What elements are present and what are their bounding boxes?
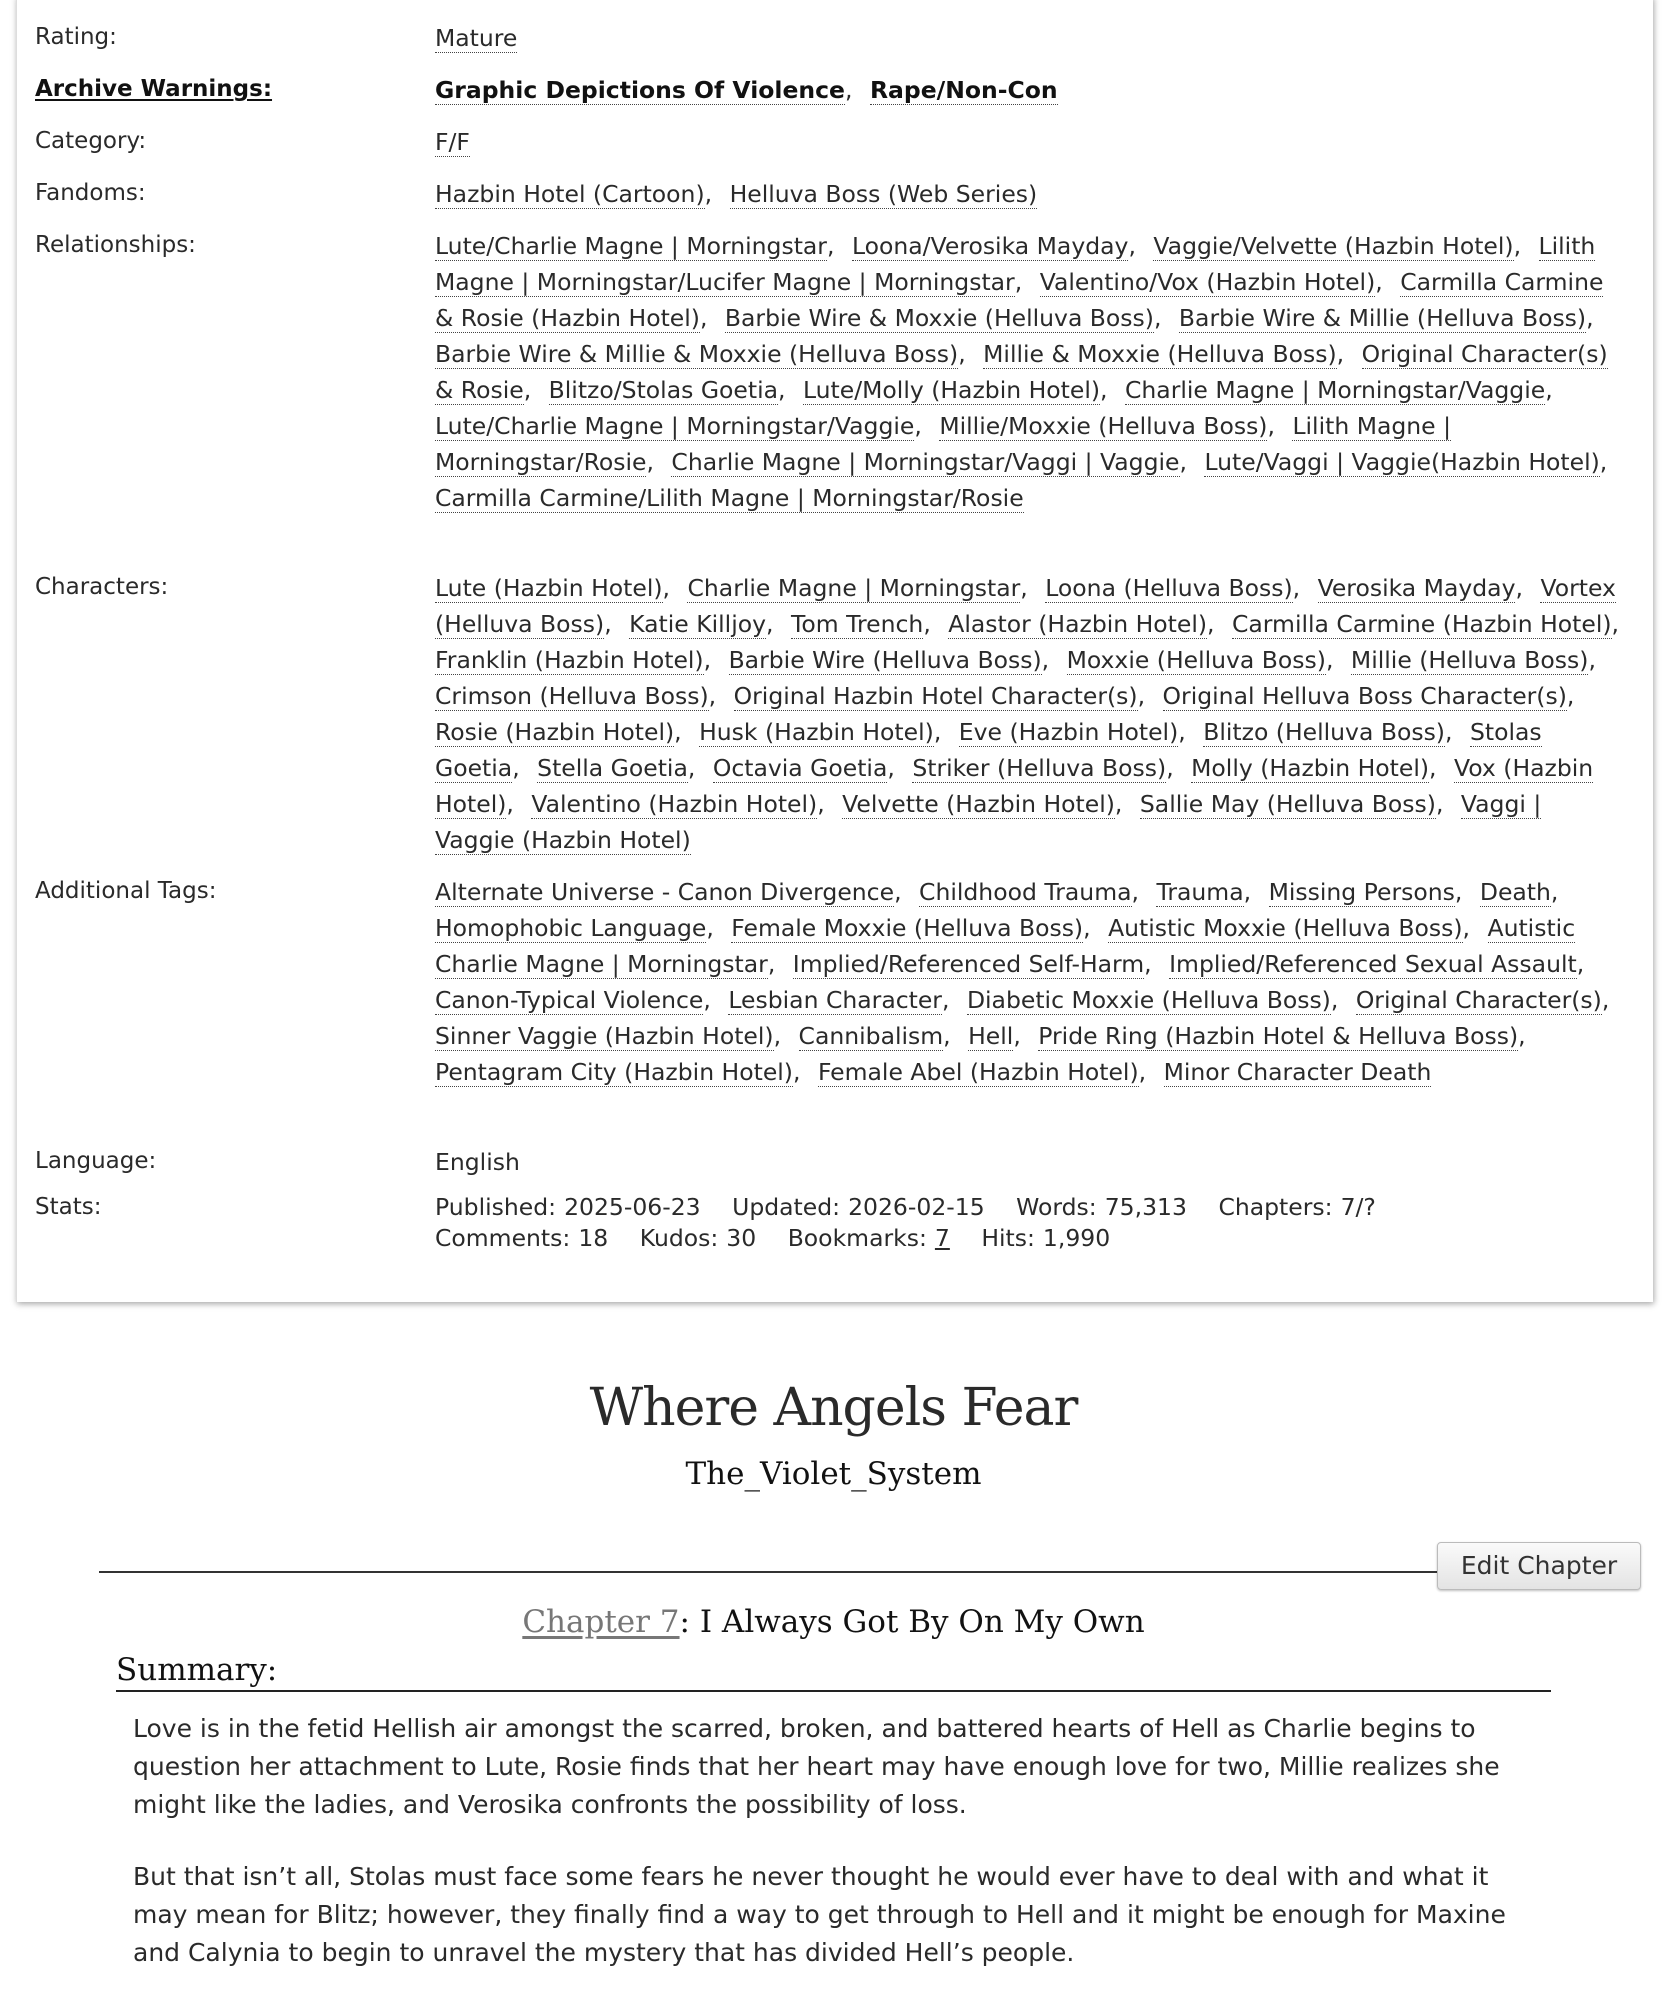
tag-link[interactable]: Implied/Referenced Self-Harm [792,950,1145,978]
category-label: Category: [35,128,147,154]
tag-link[interactable]: Eve (Hazbin Hotel) [958,718,1179,746]
tag-separator: , [1518,1022,1526,1050]
tag-link[interactable]: Lilith Magne | Morningstar/Lucifer Magne | Morningstar [435,232,1596,296]
tag-separator: , [646,448,662,476]
tag-link[interactable]: Pride Ring (Hazbin Hotel & Helluva Boss) [1038,1022,1519,1050]
published-value: 2025-06-23 [564,1193,701,1221]
author-link[interactable]: The_Violet_System [685,1456,982,1492]
tag-link[interactable]: Lute/Vaggi | Vaggie(Hazbin Hotel) [1204,448,1600,476]
tag-link[interactable]: Original Character(s) [1355,986,1602,1014]
hits-value: 1,990 [1042,1224,1111,1252]
tag-separator: , [1179,448,1195,476]
tag-link[interactable]: Trauma [1156,878,1244,906]
tag-link[interactable]: Minor Character Death [1163,1058,1432,1086]
warnings-tags [435,72,1625,108]
tag-separator: , [923,610,939,638]
chapter-link[interactable]: Chapter 7 [522,1604,680,1640]
tag-separator: , [1611,610,1619,638]
freeforms-tags [435,874,1625,1090]
tag-link[interactable]: Millie (Helluva Boss) [1350,646,1589,674]
relationships-tags [435,228,1625,516]
tag-link[interactable]: Diabetic Moxxie (Helluva Boss) [966,986,1331,1014]
tag-separator: , [703,646,719,674]
stats-values [435,1192,1400,1254]
kudos-value: 30 [726,1224,757,1252]
edit-chapter-button[interactable]: Edit Chapter [1437,1542,1641,1590]
tag-link[interactable]: Homophobic Language [435,914,707,942]
characters-tags [435,570,1625,858]
words-label: Words: [1016,1193,1097,1221]
tag-link[interactable]: F/F [435,128,470,156]
hits-label: Hits: [981,1224,1035,1252]
tag-separator: , [523,376,539,404]
tag-link[interactable]: Molly (Hazbin Hotel) [1191,754,1430,782]
tag-link[interactable]: Charlie Magne | Morningstar [687,574,1021,602]
tag-separator: , [1041,646,1057,674]
chapter-divider [99,1571,1439,1573]
tag-separator: , [706,914,722,942]
tag-link[interactable]: Stella Goetia [537,754,688,782]
tag-separator: , [604,610,620,638]
tag-separator: , [1601,986,1610,1014]
tag-link[interactable]: Valentino/Vox (Hazbin Hotel) [1039,268,1376,296]
comments-label: Comments: [435,1224,571,1252]
tag-separator: , [674,718,690,746]
tag-separator: , [817,790,833,818]
tag-link[interactable]: Loona/Verosika Mayday [851,232,1129,260]
tag-separator: , [1545,376,1553,404]
tag-separator: , [826,232,842,260]
tag-separator: , [1515,574,1531,602]
tag-separator: , [773,1022,789,1050]
freeforms-label: Additional Tags: [35,878,217,904]
tag-link[interactable]: Pentagram City (Hazbin Hotel) [435,1058,793,1086]
tag-link[interactable]: Death [1479,878,1551,906]
tag-separator: , [1454,878,1470,906]
tag-separator: , [845,76,860,104]
updated-value: 2026-02-15 [848,1193,985,1221]
tag-link[interactable]: Autistic Charlie Magne | Morningstar [435,914,1576,978]
tag-separator: , [687,754,703,782]
tag-separator: , [1207,610,1222,638]
tag-separator: , [1114,790,1130,818]
language-value: English [435,1148,520,1176]
tag-link[interactable]: Millie & Moxxie (Helluva Boss) [983,340,1337,368]
tag-separator: , [704,180,720,208]
language-label: Language: [35,1148,157,1174]
summary-paragraph: But that isn’t all, Stolas must face some fears he never thought he would ever have to deal with and what it may mean for Blitz; however, they finally find a way to get through to Hell and it might be enough for Maxine and Calynia to begin to unravel the mystery that has divided Hell’s people. [133,1862,1506,1967]
tag-link[interactable]: Original Character(s) & Rosie [435,340,1608,404]
tag-separator: , [1444,718,1460,746]
tag-link[interactable]: Alternate Universe - Canon Divergence [435,878,895,906]
stats-line-2 [435,1223,1400,1254]
tag-separator: , [506,790,522,818]
tag-separator: , [1013,1022,1029,1050]
tag-separator: , [1138,1058,1154,1086]
tag-link[interactable]: Charlie Magne | Morningstar/Vaggi | Vaggie [671,448,1180,476]
tag-separator: , [958,340,974,368]
tag-link[interactable]: Blitzo (Helluva Boss) [1203,718,1445,746]
tag-link[interactable]: Lilith Magne | Morningstar/Rosie [435,412,1452,476]
tag-separator: , [1014,268,1030,296]
tag-link[interactable]: Valentino (Hazbin Hotel) [531,790,818,818]
summary-paragraph: Love is in the fetid Hellish air amongst the scarred, broken, and battered hearts of Hell as Charlie begins to question her attachment to Lute, Rosie finds that her heart may have enough love for two, Millie realizes she might like the ladies, and Verosika confronts the possibility of loss. [133,1714,1500,1819]
bookmarks-link[interactable]: 7 [934,1224,950,1252]
tag-separator: , [1100,376,1115,404]
words-value: 75,313 [1104,1193,1187,1221]
tag-separator: , [1566,682,1575,710]
chapters-value: 7/? [1340,1193,1376,1221]
tag-separator: , [1429,754,1444,782]
tag-separator: , [1599,448,1608,476]
chapter-title [0,1604,1667,1640]
tag-separator: , [1131,878,1147,906]
tag-separator: , [1513,232,1529,260]
tag-separator: , [1576,950,1585,978]
tag-link[interactable]: Alastor (Hazbin Hotel) [948,610,1208,638]
tag-link[interactable]: Original Hazbin Hotel Character(s) [733,682,1138,710]
tag-link[interactable]: Blitzo/Stolas Goetia [548,376,779,404]
tag-separator: , [1020,574,1036,602]
tag-link[interactable]: Graphic Depictions Of Violence [435,76,845,104]
tag-link[interactable]: Crimson (Helluva Boss) [435,682,709,710]
tag-separator: , [1586,304,1594,332]
tag-separator: , [708,682,724,710]
tag-link[interactable]: Autistic Moxxie (Helluva Boss) [1108,914,1463,942]
chapter-title-text: : I Always Got By On My Own [679,1604,1145,1640]
tag-link[interactable]: Rape/Non-Con [869,76,1058,104]
characters-label: Characters: [35,574,169,600]
tag-link[interactable]: Sallie May (Helluva Boss) [1139,790,1436,818]
updated-label: Updated: [732,1193,841,1221]
tag-separator: , [1178,718,1194,746]
tag-link[interactable]: Charlie Magne | Morningstar/Vaggie [1124,376,1546,404]
warnings-label[interactable]: Archive Warnings: [35,76,273,102]
tag-link[interactable]: Vox (Hazbin Hotel) [435,754,1594,818]
tag-link[interactable]: Barbie Wire (Helluva Boss) [728,646,1042,674]
summary-heading: Summary: [116,1652,1551,1692]
relationships-label: Relationships: [35,232,196,258]
tag-separator: , [1325,646,1341,674]
tag-separator: , [1462,914,1478,942]
summary-body [133,1710,1533,2006]
tag-separator: , [778,376,793,404]
tag-separator: , [512,754,528,782]
tag-separator: , [887,754,903,782]
tag-link[interactable]: Barbie Wire & Millie & Moxxie (Helluva Boss) [435,340,959,368]
chapters-label: Chapters: [1218,1193,1333,1221]
tag-link[interactable]: Lesbian Character [728,986,942,1014]
tag-separator: , [1166,754,1182,782]
tag-separator: , [1375,268,1391,296]
tag-link[interactable]: Tom Trench [790,610,924,638]
tag-link[interactable]: Striker (Helluva Boss) [912,754,1167,782]
tag-link[interactable]: Female Abel (Hazbin Hotel) [817,1058,1139,1086]
kudos-label: Kudos: [639,1224,719,1252]
tag-separator: , [1588,646,1596,674]
work-title: Where Angels Fear [589,1378,1078,1438]
fandoms-tags [435,176,1625,212]
tag-link[interactable]: Cannibalism [798,1022,944,1050]
tag-link[interactable]: Vortex (Helluva Boss) [435,574,1616,638]
tag-separator: , [941,986,957,1014]
rating-label: Rating: [35,24,117,50]
tag-link[interactable]: Loona (Helluva Boss) [1045,574,1293,602]
tag-link[interactable]: Carmilla Carmine & Rosie (Hazbin Hotel) [435,268,1604,332]
tag-link[interactable]: Hell [968,1022,1014,1050]
tag-link[interactable]: Velvette (Hazbin Hotel) [842,790,1115,818]
tag-separator: , [1083,914,1099,942]
tag-separator: , [1330,986,1346,1014]
tag-separator: , [792,1058,808,1086]
tag-link[interactable]: Lute/Molly (Hazbin Hotel) [802,376,1101,404]
tag-link[interactable]: Missing Persons [1268,878,1455,906]
tag-separator: , [943,1022,959,1050]
tag-link[interactable]: Verosika Mayday [1317,574,1516,602]
tag-separator: , [1128,232,1144,260]
tag-separator: , [914,412,930,440]
tag-separator: , [1243,878,1259,906]
tag-link[interactable]: Implied/Referenced Sexual Assault [1169,950,1577,978]
tag-separator: , [1144,950,1160,978]
tag-link[interactable]: Lute/Charlie Magne | Morningstar/Vaggie [435,412,915,440]
tag-separator: , [662,574,678,602]
tag-link[interactable]: Childhood Trauma [919,878,1132,906]
tag-separator: , [894,878,910,906]
bookmarks-label: Bookmarks: [787,1224,927,1252]
tag-link[interactable]: Female Moxxie (Helluva Boss) [731,914,1084,942]
tag-link[interactable]: Original Helluva Boss Character(s) [1162,682,1567,710]
tag-link[interactable]: Millie/Moxxie (Helluva Boss) [939,412,1268,440]
tag-link[interactable]: Katie Killjoy [629,610,767,638]
tag-link[interactable]: Hazbin Hotel (Cartoon) [435,180,705,208]
tag-link[interactable]: Canon-Typical Violence [435,986,704,1014]
tag-link[interactable]: Franklin (Hazbin Hotel) [435,646,704,674]
fandoms-label: Fandoms: [35,180,146,206]
tag-link[interactable]: Vaggie/Velvette (Hazbin Hotel) [1153,232,1514,260]
tag-link[interactable]: Lute/Charlie Magne | Morningstar [435,232,827,260]
tag-separator: , [933,718,949,746]
tag-link[interactable]: Husk (Hazbin Hotel) [699,718,934,746]
tag-link[interactable]: Octavia Goetia [712,754,888,782]
comments-value: 18 [578,1224,609,1252]
tag-link[interactable]: Mature [435,24,518,52]
tag-link[interactable]: Carmilla Carmine (Hazbin Hotel) [1232,610,1612,638]
category-tags [435,124,1625,160]
tag-separator: , [1550,878,1559,906]
tag-link[interactable]: Lute (Hazbin Hotel) [435,574,663,602]
stats-line-1 [435,1192,1400,1223]
tag-link[interactable]: Rosie (Hazbin Hotel) [435,718,675,746]
tag-link[interactable]: Moxxie (Helluva Boss) [1066,646,1326,674]
work-meta-group [16,0,1653,1302]
tag-separator: , [1435,790,1451,818]
tag-separator: , [1292,574,1308,602]
tag-link[interactable]: Helluva Boss (Web Series) [729,180,1038,208]
tag-link[interactable]: Barbie Wire & Moxxie (Helluva Boss) [724,304,1154,332]
rating-tags [435,20,1625,56]
tag-separator: , [1336,340,1352,368]
tag-link[interactable]: Carmilla Carmine/Lilith Magne | Morningstar/Rosie [435,484,1024,512]
stats-label: Stats: [35,1194,102,1220]
published-label: Published: [435,1193,557,1221]
tag-separator: , [699,304,715,332]
tag-separator: , [767,950,783,978]
tag-separator: , [1267,412,1283,440]
tag-separator: , [1153,304,1169,332]
tag-link[interactable]: Vaggi | Vaggie (Hazbin Hotel) [435,790,1542,854]
tag-separator: , [766,610,781,638]
tag-separator: , [703,986,719,1014]
tag-link[interactable]: Stolas Goetia [435,718,1542,782]
tag-separator: , [1137,682,1153,710]
tag-link[interactable]: Sinner Vaggie (Hazbin Hotel) [435,1022,774,1050]
tag-link[interactable]: Barbie Wire & Millie (Helluva Boss) [1178,304,1587,332]
